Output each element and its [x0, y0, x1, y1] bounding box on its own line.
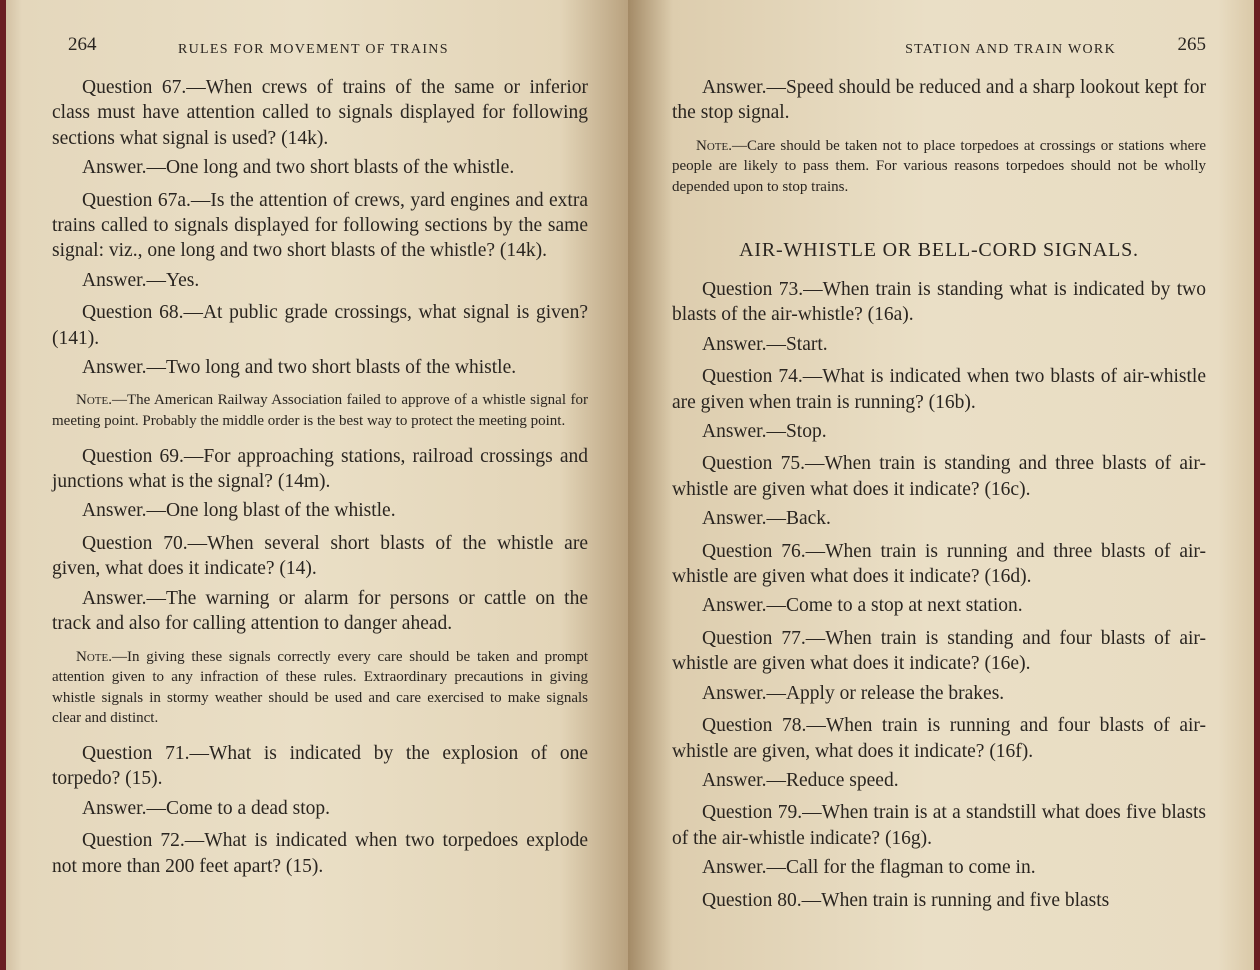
- answer-paragraph: Answer.—Yes.: [82, 269, 200, 291]
- left-page: [0, 0, 628, 970]
- answer-paragraph: Answer.—Start.: [702, 333, 828, 355]
- note-text: —In giving these signals correctly every care should be taken and prompt attention given to any infraction of these rules. Extraordinary precautions in giving whistle signals in stormy weather should be used and care exercised to make signals clear and distinct.: [52, 648, 588, 727]
- answer-paragraph: Answer.—Two long and two short blasts of the whistle.: [82, 357, 517, 379]
- question-paragraph: Question 70.—When several short blasts of the whistle are given, what does it indicate? (14).: [52, 532, 588, 580]
- page-body: [52, 75, 588, 879]
- note-label: Note.: [76, 392, 112, 409]
- note-text: —The American Railway Association failed to approve of a whistle signal for meeting point. Probably the middle order is the best way to protect the meeting point.: [52, 392, 588, 430]
- answer-paragraph: Answer.—Apply or release the brakes.: [702, 682, 1005, 704]
- page-body: [672, 75, 1206, 913]
- question-list: [672, 277, 1206, 913]
- answer-paragraph: Answer.—Back.: [702, 508, 831, 530]
- running-head: [52, 30, 588, 70]
- note-paragraph: [52, 647, 588, 729]
- running-title: STATION AND TRAIN WORK: [905, 42, 1116, 57]
- cover-edge: [0, 0, 6, 970]
- question-paragraph: Question 75.—When train is standing and three blasts of air-whistle are given what does it indicate? (16c).: [672, 453, 1206, 500]
- question-paragraph: Question 72.—What is indicated when two torpedoes explode not more than 200 feet apart? (15).: [52, 830, 588, 877]
- note-text: —Care should be taken not to place torpedoes at crossings or stations where people are likely to pass them. For various reasons torpedoes should not be wholly depended upon to stop trains.: [672, 137, 1206, 195]
- question-paragraph: Question 77.—When train is standing and four blasts of air-whistle are given what does it indicate? (16e).: [672, 627, 1206, 675]
- answer-paragraph: Answer.—Come to a stop at next station.: [702, 595, 1023, 617]
- note-label: Note.: [76, 648, 112, 665]
- question-paragraph: Question 79.—When train is at a standstill what does five blasts of the air-whistle indicate? (16g).: [672, 802, 1206, 849]
- answer-paragraph: Answer.—Come to a dead stop.: [82, 797, 331, 819]
- page-number: 265: [1177, 34, 1206, 55]
- answer-paragraph: Answer.—Call for the flagman to come in.: [702, 857, 1036, 879]
- answer-paragraph: Answer.—One long and two short blasts of the whistle.: [82, 157, 515, 179]
- question-paragraph: Question 74.—What is indicated when two blasts of air-whistle are given when train is running? (16b).: [672, 366, 1206, 413]
- question-paragraph: Question 73.—When train is standing what is indicated by two blasts of the air-whistle? (16a).: [672, 279, 1206, 326]
- question-paragraph: Question 78.—When train is running and four blasts of air-whistle are given, what does it indicate? (16f).: [672, 715, 1206, 762]
- continued-text: [672, 75, 1206, 198]
- note-paragraph: [672, 136, 1206, 198]
- running-head: [672, 30, 1206, 70]
- answer-paragraph: Answer.—One long blast of the whistle.: [82, 500, 396, 522]
- answer-paragraph: Answer.—The warning or alarm for persons or cattle on the track and also for calling attention to danger ahead.: [52, 587, 588, 635]
- note-paragraph: [52, 390, 588, 431]
- answer-paragraph: Answer.—Speed should be reduced and a sharp lookout kept for the stop signal.: [672, 77, 1206, 124]
- right-page: [628, 0, 1260, 970]
- question-paragraph: Question 80.—When train is running and five blasts: [702, 889, 1110, 911]
- answer-paragraph: Answer.—Stop.: [702, 421, 827, 443]
- question-paragraph: Question 76.—When train is running and three blasts of air-whistle are given what does it indicate? (16d).: [672, 540, 1206, 588]
- question-paragraph: Question 67.—When crews of trains of the same or inferior class must have attention called to signals displayed for following sections what signal is used? (14k).: [52, 77, 588, 149]
- question-paragraph: Question 69.—For approaching stations, railroad crossings and junctions what is the signal? (14m).: [52, 445, 588, 493]
- note-label: Note.: [696, 137, 732, 154]
- answer-paragraph: Answer.—Reduce speed.: [702, 769, 899, 791]
- question-paragraph: Question 67a.—Is the attention of crews, yard engines and extra trains called to signals displayed for following sections by the same signal: viz., one long and two short blasts of the whistle? (14k).: [52, 189, 588, 262]
- question-paragraph: Question 68.—At public grade crossings, what signal is given? (141).: [52, 302, 588, 349]
- running-title: RULES FOR MOVEMENT OF TRAINS: [178, 42, 449, 57]
- page-number: 264: [68, 34, 97, 55]
- question-paragraph: Question 71.—What is indicated by the explosion of one torpedo? (15).: [52, 742, 588, 790]
- cover-edge: [1254, 0, 1260, 970]
- section-heading: AIR-WHISTLE OR BELL-CORD SIGNALS.: [739, 238, 1139, 261]
